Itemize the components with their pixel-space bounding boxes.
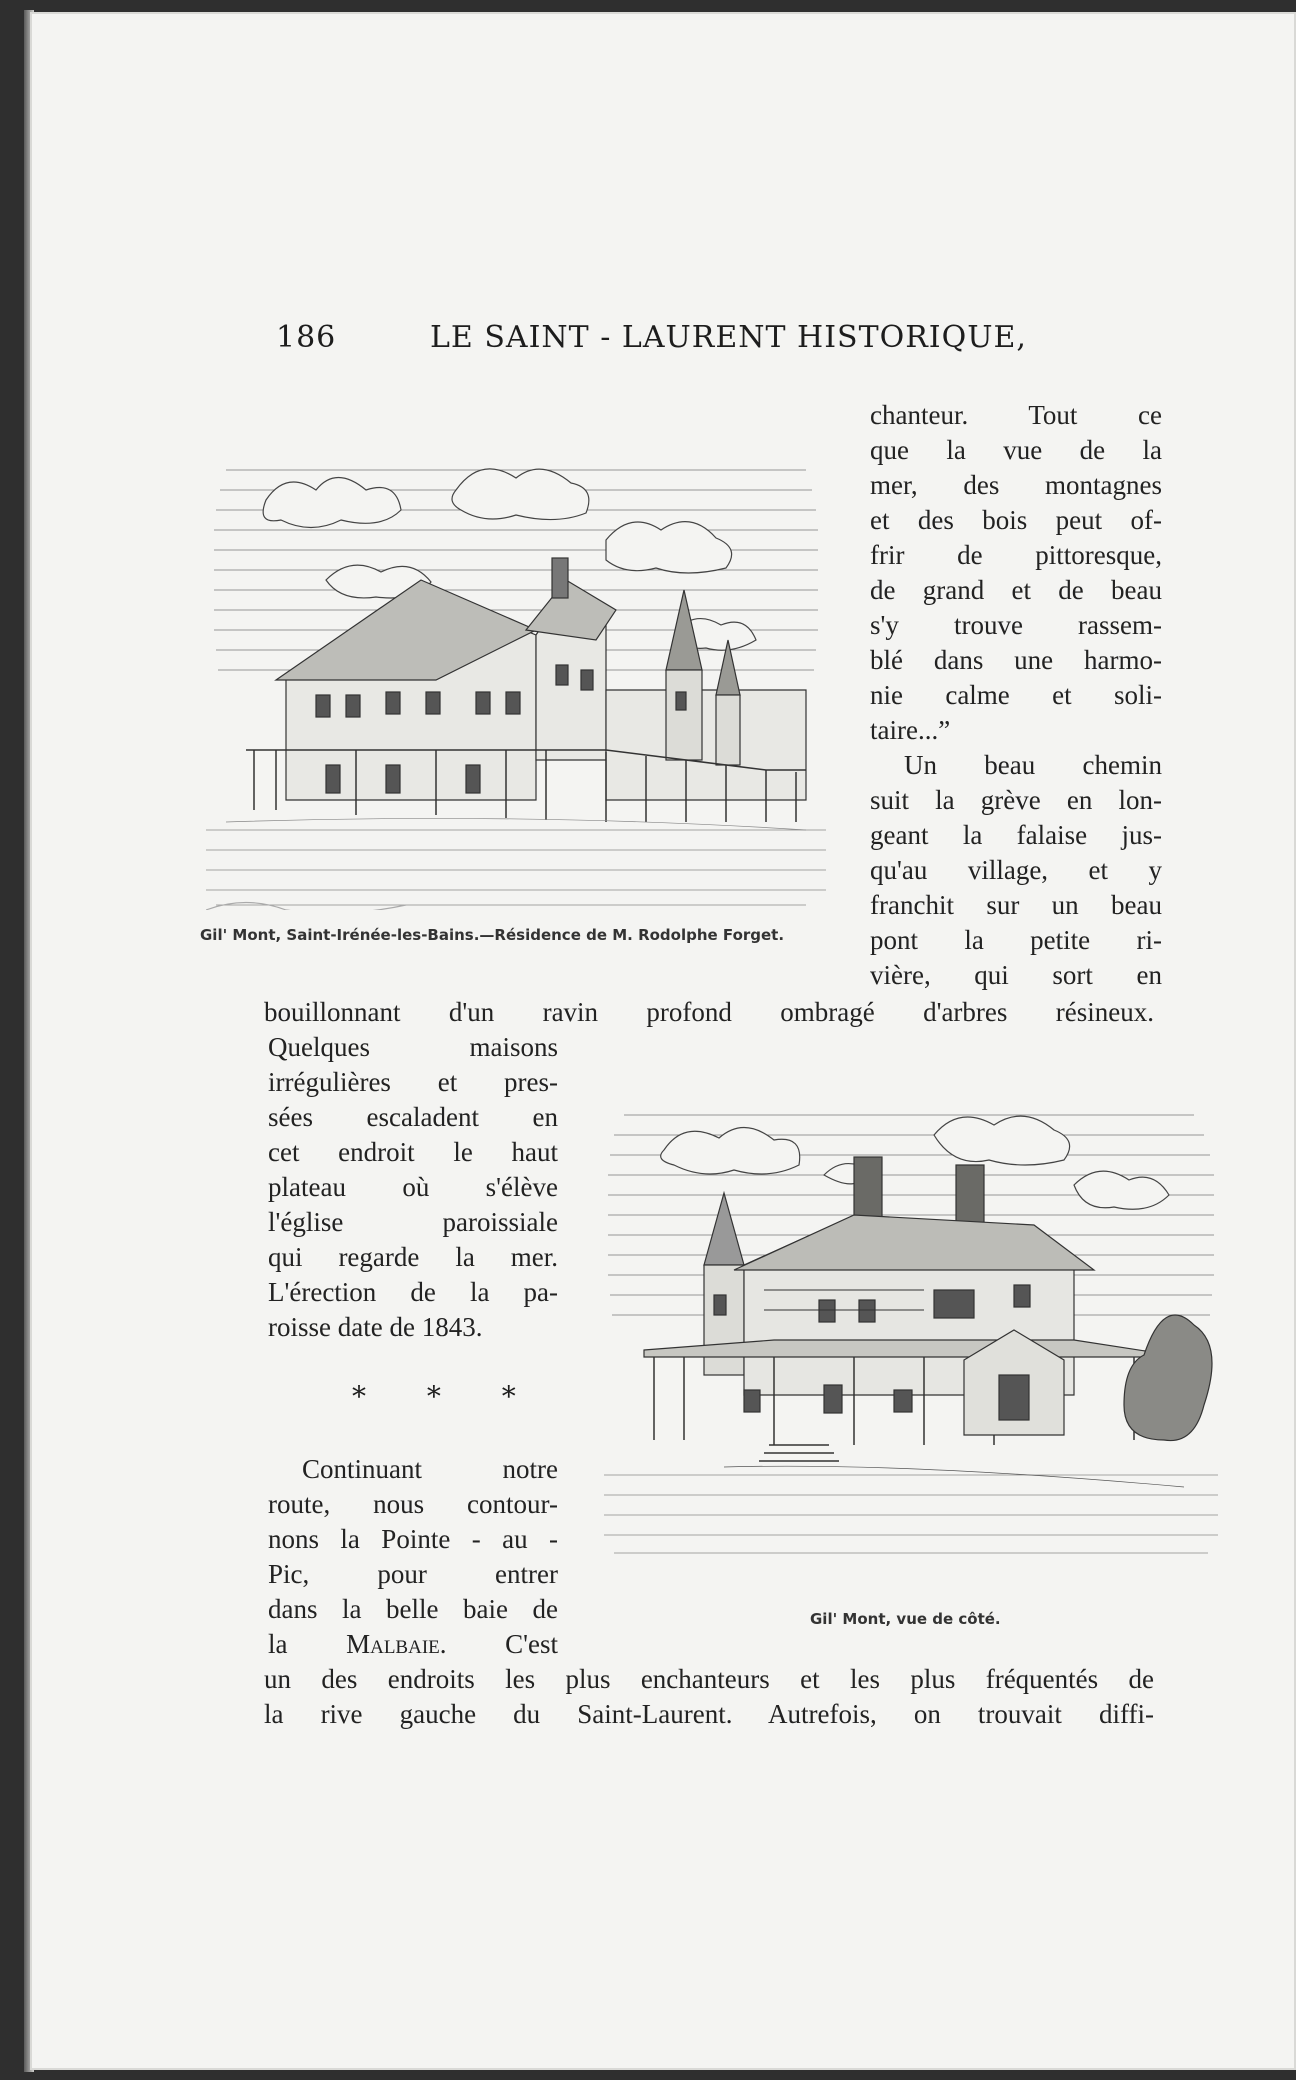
text-line: dans la belle baie de: [268, 1594, 558, 1624]
figure-1-caption: Gil' Mont, Saint-Irénée-les-Bains.—Résidence de M. Rodolphe Forget.: [200, 926, 785, 944]
full-width-paragraph-end: [264, 1662, 1154, 1732]
text-line: Un beau chemin: [904, 750, 1162, 780]
text-line: qu'au village, et y: [870, 855, 1162, 885]
text-line: route, nous contour-: [268, 1489, 558, 1519]
text-line: geant la falaise jus-: [870, 820, 1162, 850]
text-line: franchit sur un beau: [870, 890, 1162, 920]
right-column-text: [870, 398, 1162, 993]
figure-2-caption: Gil' Mont, vue de côté.: [810, 1610, 1001, 1628]
text-line: bouillonnant d'un ravin profond ombragé d'arbres résineux.: [264, 997, 1154, 1027]
text-line: blé dans une harmo-: [870, 645, 1162, 675]
text-line: un des endroits les plus enchanteurs et les plus fréquentés de: [264, 1664, 1154, 1694]
place-name: Malbaie.: [346, 1629, 447, 1659]
text-line: sées escaladent en: [268, 1102, 558, 1132]
running-title: LE SAINT - LAURENT HISTORIQUE,: [430, 320, 1027, 355]
text-line: mer, des montagnes: [870, 470, 1162, 500]
text-line: [268, 1627, 558, 1662]
text-line: que la vue de la: [870, 435, 1162, 465]
text-line: et des bois peut of-: [870, 505, 1162, 535]
text-fragment: la: [268, 1629, 347, 1659]
text-line: qui regarde la mer.: [268, 1242, 558, 1272]
text-line: frir de pittoresque,: [870, 540, 1162, 570]
left-column-text-2: [268, 1452, 558, 1662]
text-line: irrégulières et pres-: [268, 1067, 558, 1097]
text-line: plateau où s'élève: [268, 1172, 558, 1202]
text-line: Continuant notre: [302, 1454, 558, 1484]
text-line: chanteur. Tout ce: [870, 400, 1162, 430]
illustration-house-front: [206, 430, 828, 910]
text-line: de grand et de beau: [870, 575, 1162, 605]
section-separator: * * *: [352, 1380, 542, 1413]
text-line: pont la petite ri-: [870, 925, 1162, 955]
text-line: vière, qui sort en: [870, 960, 1162, 990]
text-line: Pic, pour entrer: [268, 1559, 558, 1589]
text-line: Quelques maisons: [268, 1032, 558, 1062]
text-line: cet endroit le haut: [268, 1137, 558, 1167]
illustration-house-side: [604, 1095, 1218, 1565]
text-line: taire...”: [870, 715, 951, 745]
text-line: roisse date de 1843.: [268, 1312, 483, 1342]
text-line: suit la grève en lon-: [870, 785, 1162, 815]
text-line: s'y trouve rassem-: [870, 610, 1162, 640]
text-line: l'église paroissiale: [268, 1207, 558, 1237]
text-fragment: C'est: [446, 1629, 558, 1659]
page-number: 186: [276, 320, 337, 355]
text-line: la rive gauche du Saint-Laurent. Autrefois, on trouvait diffi-: [264, 1699, 1154, 1729]
text-line: nons la Pointe - au -: [268, 1524, 558, 1554]
full-width-line: [264, 995, 1154, 1030]
left-column-text: [268, 1030, 558, 1345]
text-line: nie calme et soli-: [870, 680, 1162, 710]
text-line: L'érection de la pa-: [268, 1277, 558, 1307]
